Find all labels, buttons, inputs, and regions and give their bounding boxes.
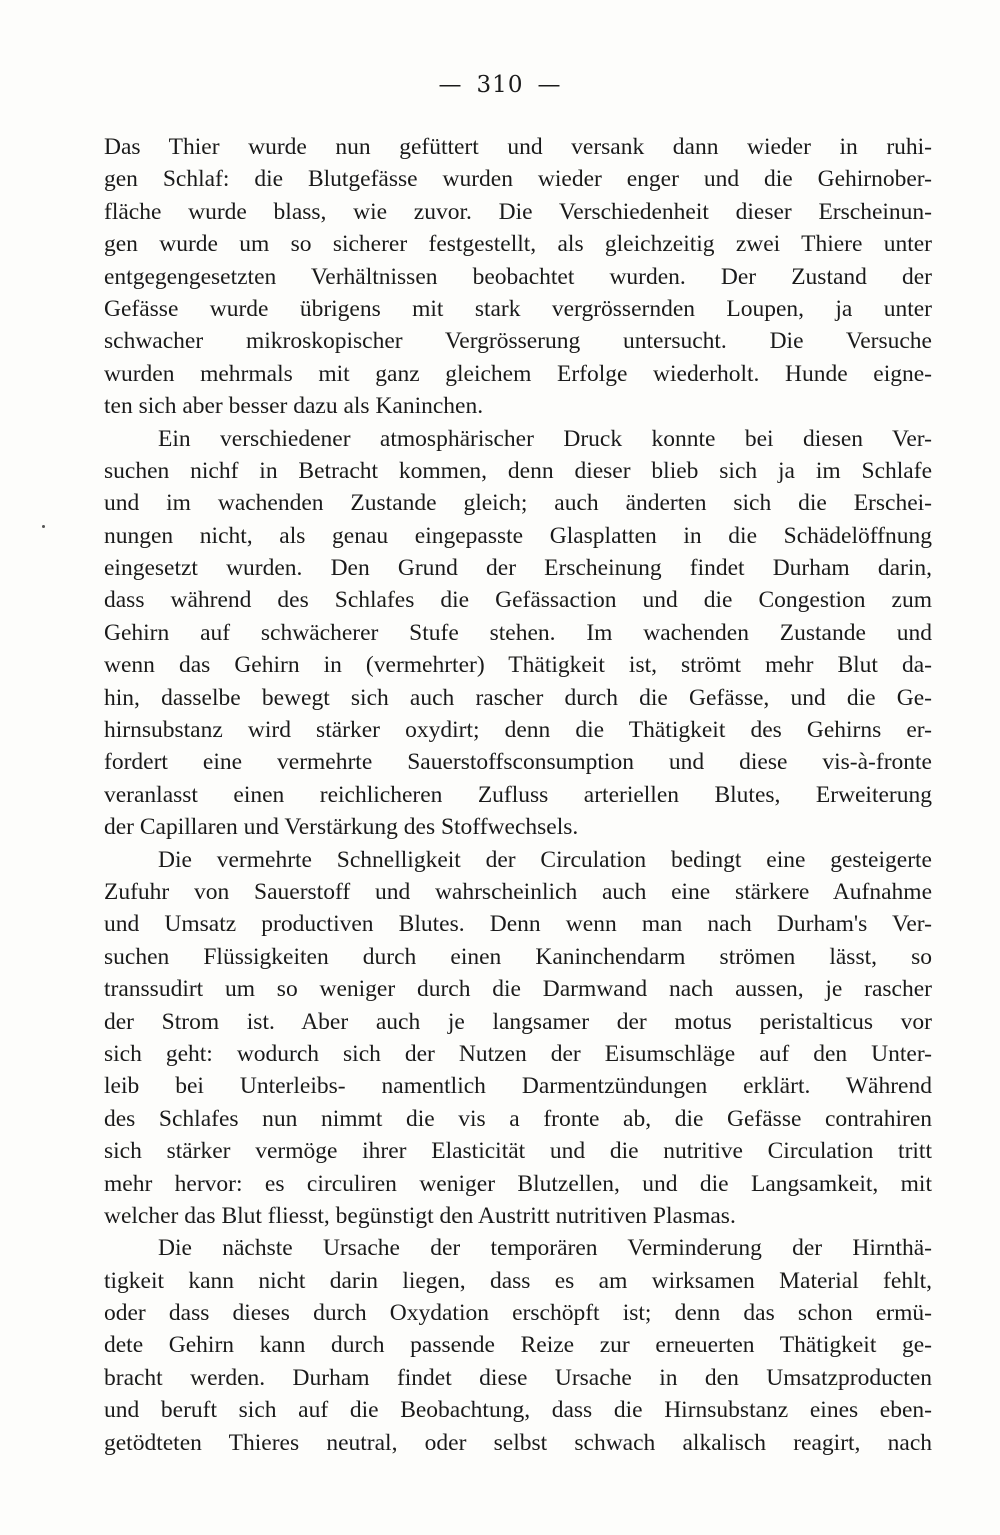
text-line: hin, dasselbe bewegt sich auch rascher durch die Gefässe, und die Ge-: [104, 684, 932, 711]
text-line: nungen nicht, als genau eingepasste Glasplatten in die Schädelöffnung: [104, 522, 932, 549]
header-dash-right: —: [537, 72, 562, 98]
text-line: suchen nichf in Betracht kommen, denn dieser blieb sich ja im Schlafe: [104, 457, 932, 484]
text-line: des Schlafes nun nimmt die vis a fronte ab, die Gefässe contrahiren: [104, 1105, 932, 1132]
text-line: wenn das Gehirn in (vermehrter) Thätigkeit ist, strömt mehr Blut da-: [104, 652, 932, 679]
body-text: [104, 131, 932, 1459]
text-line: und Umsatz productiven Blutes. Denn wenn man nach Durham's Ver-: [104, 911, 932, 938]
text-line: dete Gehirn kann durch passende Reize zur erneuerten Thätigkeit ge-: [104, 1332, 932, 1359]
text-line: und beruft sich auf die Beobachtung, dass die Hirnsubstanz eines eben-: [104, 1397, 932, 1424]
text-line: leib bei Unterleibs- namentlich Darmentzündungen erklärt. Während: [104, 1073, 932, 1100]
text-line: fordert eine vermehrte Sauerstoffsconsumption und diese vis-à-fronte: [104, 749, 932, 776]
text-line: getödteten Thieres neutral, oder selbst schwach alkalisch reagirt, nach: [104, 1429, 932, 1456]
text-line: Gefässe wurde übrigens mit stark vergrössernden Loupen, ja unter: [104, 295, 932, 322]
text-line: der Strom ist. Aber auch je langsamer der motus peristalticus vor: [104, 1008, 932, 1035]
text-line: eingesetzt wurden. Den Grund der Erscheinung findet Durham darin,: [104, 555, 932, 582]
text-line: Die nächste Ursache der temporären Verminderung der Hirnthä-: [158, 1235, 932, 1262]
text-line: der Capillaren und Verstärkung des Stoffwechsels.: [104, 814, 579, 841]
text-line: Ein verschiedener atmosphärischer Druck konnte bei diesen Ver-: [158, 425, 932, 452]
text-line: veranlasst einen reichlicheren Zufluss arteriellen Blutes, Erweiterung: [104, 781, 932, 808]
text-line: sich stärker vermöge ihrer Elasticität und die nutritive Circulation tritt: [104, 1138, 932, 1165]
text-line: schwacher mikroskopischer Vergrösserung untersucht. Die Versuche: [104, 328, 932, 355]
text-line: Gehirn auf schwächerer Stufe stehen. Im wachenden Zustande und: [104, 619, 932, 646]
text-line: entgegengesetzten Verhältnissen beobachtet wurden. Der Zustand der: [104, 263, 932, 290]
page-number: 310: [476, 72, 524, 98]
text-line: mehr hervor: es circuliren weniger Blutzellen, und die Langsamkeit, mit: [104, 1170, 932, 1197]
text-line: sich geht: wodurch sich der Nutzen der Eisumschläge auf den Unter-: [104, 1040, 932, 1067]
text-line: tigkeit kann nicht darin liegen, dass es am wirksamen Material fehlt,: [104, 1267, 932, 1294]
text-line: Zufuhr von Sauerstoff und wahrscheinlich auch eine stärkere Aufnahme: [104, 878, 932, 905]
text-line: wurden mehrmals mit ganz gleichem Erfolge wiederholt. Hunde eigne-: [104, 360, 932, 387]
text-line: und im wachenden Zustande gleich; auch änderten sich die Erschei-: [104, 490, 932, 517]
text-line: dass während des Schlafes die Gefässaction und die Congestion zum: [104, 587, 932, 614]
text-line: gen Schlaf: die Blutgefässe wurden wieder enger und die Gehirnober-: [104, 166, 932, 193]
text-line: gen wurde um so sicherer festgestellt, als gleichzeitig zwei Thiere unter: [104, 231, 932, 258]
stray-ink-mark: [42, 525, 45, 528]
text-line: hirnsubstanz wird stärker oxydirt; denn die Thätigkeit des Gehirns er-: [104, 717, 932, 744]
page-header: [0, 72, 1000, 98]
text-line: Die vermehrte Schnelligkeit der Circulation bedingt eine gesteigerte: [158, 846, 932, 873]
text-line: transsudirt um so weniger durch die Darmwand nach aussen, je rascher: [104, 976, 932, 1003]
text-line: ten sich aber besser dazu als Kaninchen.: [104, 393, 484, 420]
text-line: bracht werden. Durham findet diese Ursache in den Umsatzproducten: [104, 1364, 932, 1391]
text-line: Das Thier wurde nun gefüttert und versank dann wieder in ruhi-: [104, 134, 932, 160]
text-line: suchen Flüssigkeiten durch einen Kaninchendarm strömen lässt, so: [104, 943, 932, 970]
text-line: welcher das Blut fliesst, begünstigt den Austritt nutritiven Plasmas.: [104, 1202, 736, 1229]
text-line: oder dass dieses durch Oxydation erschöpft ist; denn das schon ermü-: [104, 1300, 932, 1327]
header-dash-left: —: [438, 72, 463, 98]
text-line: fläche wurde blass, wie zuvor. Die Verschiedenheit dieser Erscheinun-: [104, 198, 932, 225]
